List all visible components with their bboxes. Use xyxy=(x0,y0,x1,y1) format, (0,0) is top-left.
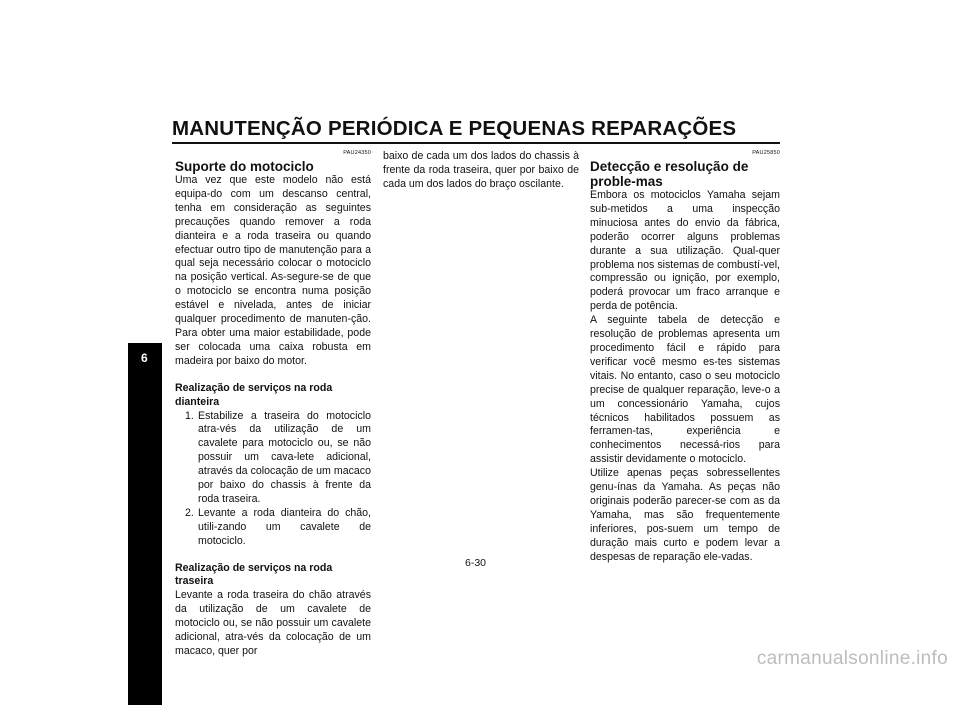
step-number: 1. xyxy=(185,409,194,422)
step-number: 2. xyxy=(185,506,194,519)
troubleshooting-paragraph-1: Embora os motociclos Yamaha sejam sub-metidos a uma inspecção minuciosa antes do envio da fábrica, poderão ocorrer alguns problemas durante a sua utilização. Qual-quer problema nos sistemas de combustí-vel, compressão ou ignição, por exemplo, poderá provocar um fraco arranque e perda de potência. xyxy=(590,189,780,313)
chapter-number: 6 xyxy=(141,351,148,365)
reference-code: PAU25850 xyxy=(752,150,780,156)
rear-wheel-paragraph: Levante a roda traseira do chão através da utilização de um cavalete de motociclo ou, se não possuir um cavalete adicional, atra-vés da colocação de um macaco, quer por xyxy=(175,589,371,657)
page-title: MANUTENÇÃO PERIÓDICA E PEQUENAS REPARAÇÕES xyxy=(172,117,737,140)
watermark: carmanualsonline.info xyxy=(756,648,948,669)
section-heading-troubleshooting: Detecção e resolução de proble-mas xyxy=(590,159,749,189)
troubleshooting-paragraph-2: A seguinte tabela de detecção e resolução de problemas apresenta um procedimento fácil e rápido para verificar você mesmo es-tes sistemas vitais. No entanto, caso o seu motociclo precise de qualquer reparação, leve-o a um concessionário Yamaha, cujos técnicos habilitados possuem as ferramen-tas, experiência e conhecimentos necessá-rios para assistir devidamente o motociclo. xyxy=(590,314,780,466)
front-wheel-steps xyxy=(175,410,371,549)
column-left xyxy=(175,150,371,659)
header-rule xyxy=(172,142,780,144)
troubleshooting-paragraph-3: Utilize apenas peças sobressellentes genu-ínas da Yamaha. As peças não originais poderão parecer-se com as da Yamaha, mas são frequentemente inferiores, pos-suem um tempo de duração mais curto e podem levar a despesas de reparação ele-vadas. xyxy=(590,467,780,563)
column-middle xyxy=(383,150,579,192)
step-text: Levante a roda dianteira do chão, utili-zando um cavalete de motociclo. xyxy=(198,506,371,547)
rear-wheel-continuation: baixo de cada um dos lados do chassis à frente da roda traseira, quer por baixo de cada um dos lados do braço oscilante. xyxy=(383,150,579,190)
chapter-tab xyxy=(128,343,162,705)
section-heading-support: Suporte do motociclo xyxy=(175,159,314,174)
list-item xyxy=(175,507,371,549)
column-right xyxy=(590,150,780,564)
subheading-front-wheel: Realização de serviços na roda dianteira xyxy=(175,381,333,408)
step-text: Estabilize a traseira do motociclo atra-vés da utilização de um cavalete para motociclo ou, se não possuir um cava-lete adicional, através da colocação de um macaco por baixo do chassis à frente da roda traseira. xyxy=(198,409,371,505)
support-intro-paragraph: Uma vez que este modelo não está equipa-do com um descanso central, tenha em consideração as seguintes precauções quando remover a roda dianteira e a roda traseira ou quando efectuar outro tipo de manutenção para a qual seja necessário colocar o motociclo na posição vertical. As-segure-se de que o motociclo se encontra numa posição estável e nivelada, antes de iniciar qualquer procedimento de manuten-ção. Para obter uma maior estabilidade, pode ser colocada uma caixa robusta em madeira por baixo do motor. xyxy=(175,174,371,367)
page-number: 6-30 xyxy=(465,557,487,569)
list-item xyxy=(175,410,371,507)
subheading-rear-wheel: Realização de serviços na roda traseira xyxy=(175,561,333,588)
reference-code: PAU24350 xyxy=(343,150,371,156)
